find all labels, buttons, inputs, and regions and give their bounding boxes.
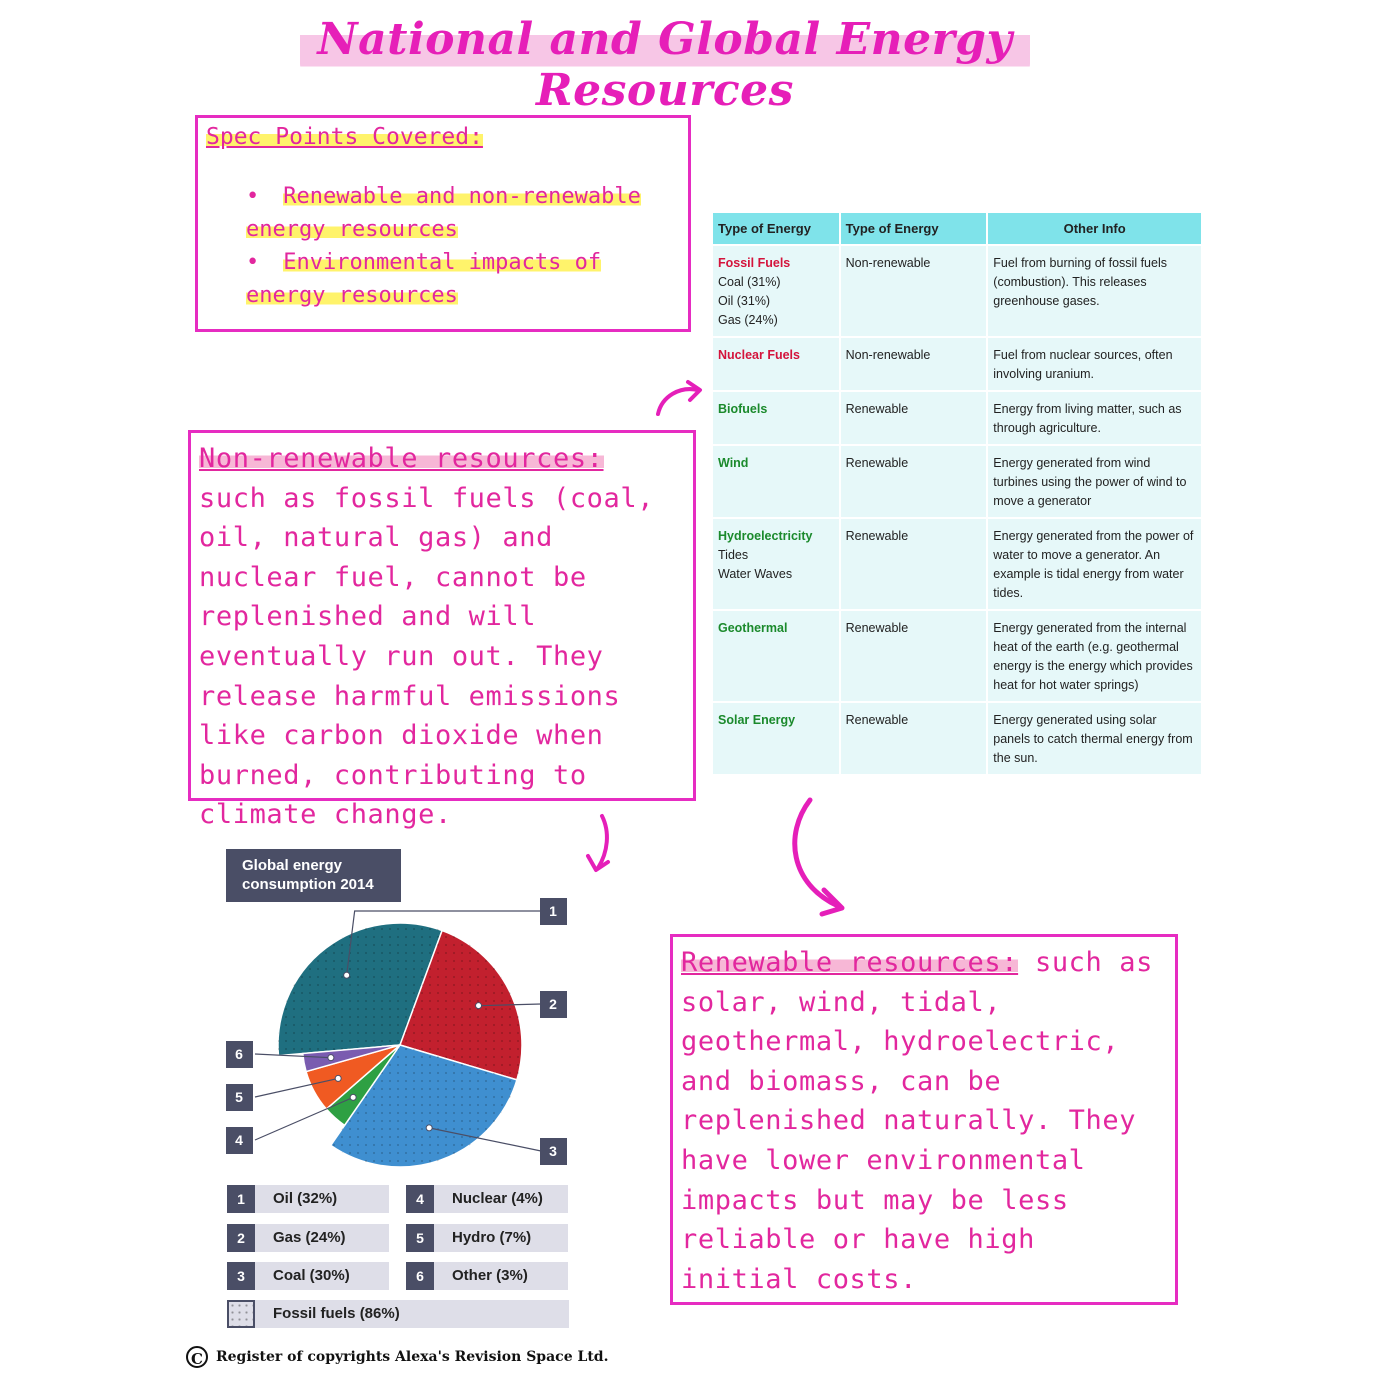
legend-item xyxy=(227,1262,389,1290)
table-header: Type of Energy xyxy=(713,213,840,245)
table-cell-info: Energy generated from the internal heat of the earth (e.g. geothermal energy is the energy which provides heat for hot water springs) xyxy=(987,610,1201,702)
callout-number-4: 4 xyxy=(235,1132,243,1148)
callout-number-5: 5 xyxy=(235,1089,243,1105)
callout-number-2: 2 xyxy=(549,996,557,1012)
table-body xyxy=(713,245,1201,774)
callout-number-3: 3 xyxy=(549,1143,557,1159)
arrow-to-table-icon xyxy=(652,374,708,418)
spec-points-box xyxy=(195,115,691,332)
fossil-pattern-swatch xyxy=(227,1300,255,1328)
energy-name: Biofuels xyxy=(718,402,768,416)
table-row xyxy=(713,391,1201,445)
energy-name: Solar Energy xyxy=(718,713,796,727)
table-header: Other Info xyxy=(987,213,1201,245)
spec-point-2: • Environmental impacts of energy resources xyxy=(246,246,680,312)
energy-subitem: Coal (31%) xyxy=(718,275,781,289)
energy-name: Fossil Fuels xyxy=(718,256,791,270)
table-row xyxy=(713,518,1201,610)
legend-label: Gas (24%) xyxy=(273,1229,346,1246)
table-cell-info: Energy generated from wind turbines using the power of wind to move a generator xyxy=(987,445,1201,518)
table-cell-info: Energy from living matter, such as through agriculture. xyxy=(987,391,1201,445)
energy-subitem: Gas (24%) xyxy=(718,313,778,327)
legend-label: Hydro (7%) xyxy=(452,1229,532,1246)
table-cell-energy xyxy=(713,445,840,518)
legend-item xyxy=(406,1185,568,1213)
pie-chart xyxy=(220,895,580,1185)
legend-item xyxy=(227,1185,389,1213)
renewable-body: such as solar, wind, tidal, geothermal, hydroelectric, and biomass, can be replenished naturally. They have lower environmental impacts but may be less reliable or have high initial costs. xyxy=(681,947,1153,1295)
table-cell-info: Energy generated using solar panels to catch thermal energy from the sun. xyxy=(987,702,1201,774)
table-cell-type: Non-renewable xyxy=(840,337,988,391)
table-cell-info: Fuel from burning of fossil fuels (combustion). This releases greenhouse gases. xyxy=(987,245,1201,337)
spec-heading: Spec Points Covered: xyxy=(206,124,483,150)
arrow-to-renewable-icon xyxy=(780,794,856,920)
callout-dot-3 xyxy=(426,1125,432,1131)
table-row xyxy=(713,445,1201,518)
legend-item-fossil xyxy=(227,1300,569,1328)
page-title: National and Global Energy Resources xyxy=(300,14,1030,84)
energy-subitem: Water Waves xyxy=(718,567,793,581)
legend-number: 1 xyxy=(227,1185,255,1213)
table-cell-energy xyxy=(713,337,840,391)
nonrenewable-box xyxy=(188,430,696,831)
table-cell-energy xyxy=(713,245,840,337)
table-cell-type: Renewable xyxy=(840,445,988,518)
legend-item xyxy=(406,1262,568,1290)
table-cell-type: Renewable xyxy=(840,610,988,702)
table-cell-energy xyxy=(713,702,840,774)
table-row xyxy=(713,702,1201,774)
callout-dot-6 xyxy=(328,1055,334,1061)
table-cell-type: Renewable xyxy=(840,518,988,610)
copyright-notice: C Register of copyrights Alexa's Revision Space Ltd. xyxy=(186,1346,608,1368)
energy-subitem: Oil (31%) xyxy=(718,294,771,308)
legend-label: Fossil fuels (86%) xyxy=(273,1305,400,1322)
energy-name: Geothermal xyxy=(718,621,788,635)
legend-number: 6 xyxy=(406,1262,434,1290)
table-cell-info: Energy generated from the power of water to move a generator. An example is tidal energy from water tides. xyxy=(987,518,1201,610)
table-cell-energy xyxy=(713,518,840,610)
callout-number-1: 1 xyxy=(549,903,557,919)
table-cell-type: Renewable xyxy=(840,702,988,774)
table-row xyxy=(713,610,1201,702)
nonrenewable-body: such as fossil fuels (coal, oil, natural gas) and nuclear fuel, cannot be replenished and will eventually run out. They release harmful emissions like carbon dioxide when burned, contributing to climate change. xyxy=(199,482,655,831)
table-cell-energy xyxy=(713,610,840,702)
legend-item xyxy=(406,1224,568,1252)
spec-point-1: • Renewable and non-renewable energy resources xyxy=(246,180,680,246)
legend-number: 5 xyxy=(406,1224,434,1252)
table-header: Type of Energy xyxy=(840,213,988,245)
table-row xyxy=(713,337,1201,391)
energy-name: Hydroelectricity xyxy=(718,529,813,543)
legend-number: 4 xyxy=(406,1185,434,1213)
energy-subitem: Tides xyxy=(718,548,749,562)
callout-number-6: 6 xyxy=(235,1046,243,1062)
legend-label: Other (3%) xyxy=(452,1267,528,1284)
legend-label: Coal (30%) xyxy=(273,1267,350,1284)
legend-label: Oil (32%) xyxy=(273,1190,338,1207)
table-cell-info: Fuel from nuclear sources, often involving uranium. xyxy=(987,337,1201,391)
chart-title: Global energy consumption 2014 xyxy=(226,849,401,902)
table-cell-type: Renewable xyxy=(840,391,988,445)
legend-item xyxy=(227,1224,389,1252)
callout-dot-1 xyxy=(344,972,350,978)
energy-table xyxy=(713,213,1201,774)
renewable-box xyxy=(670,934,1178,1305)
renewable-heading: Renewable resources: xyxy=(681,947,1019,978)
spec-list xyxy=(246,180,680,312)
nonrenewable-heading: Non-renewable resources: xyxy=(199,443,604,474)
table-header-row xyxy=(713,213,1201,245)
energy-name: Nuclear Fuels xyxy=(718,348,800,362)
copyright-icon: C xyxy=(186,1346,208,1368)
callout-dot-4 xyxy=(350,1094,356,1100)
arrow-to-chart-icon xyxy=(582,812,618,876)
legend-label: Nuclear (4%) xyxy=(452,1190,543,1207)
energy-name: Wind xyxy=(718,456,749,470)
callout-dot-2 xyxy=(476,1003,482,1009)
legend-number: 3 xyxy=(227,1262,255,1290)
legend-number: 2 xyxy=(227,1224,255,1252)
table-row xyxy=(713,245,1201,337)
callout-dot-5 xyxy=(335,1075,341,1081)
table-cell-energy xyxy=(713,391,840,445)
table-cell-type: Non-renewable xyxy=(840,245,988,337)
